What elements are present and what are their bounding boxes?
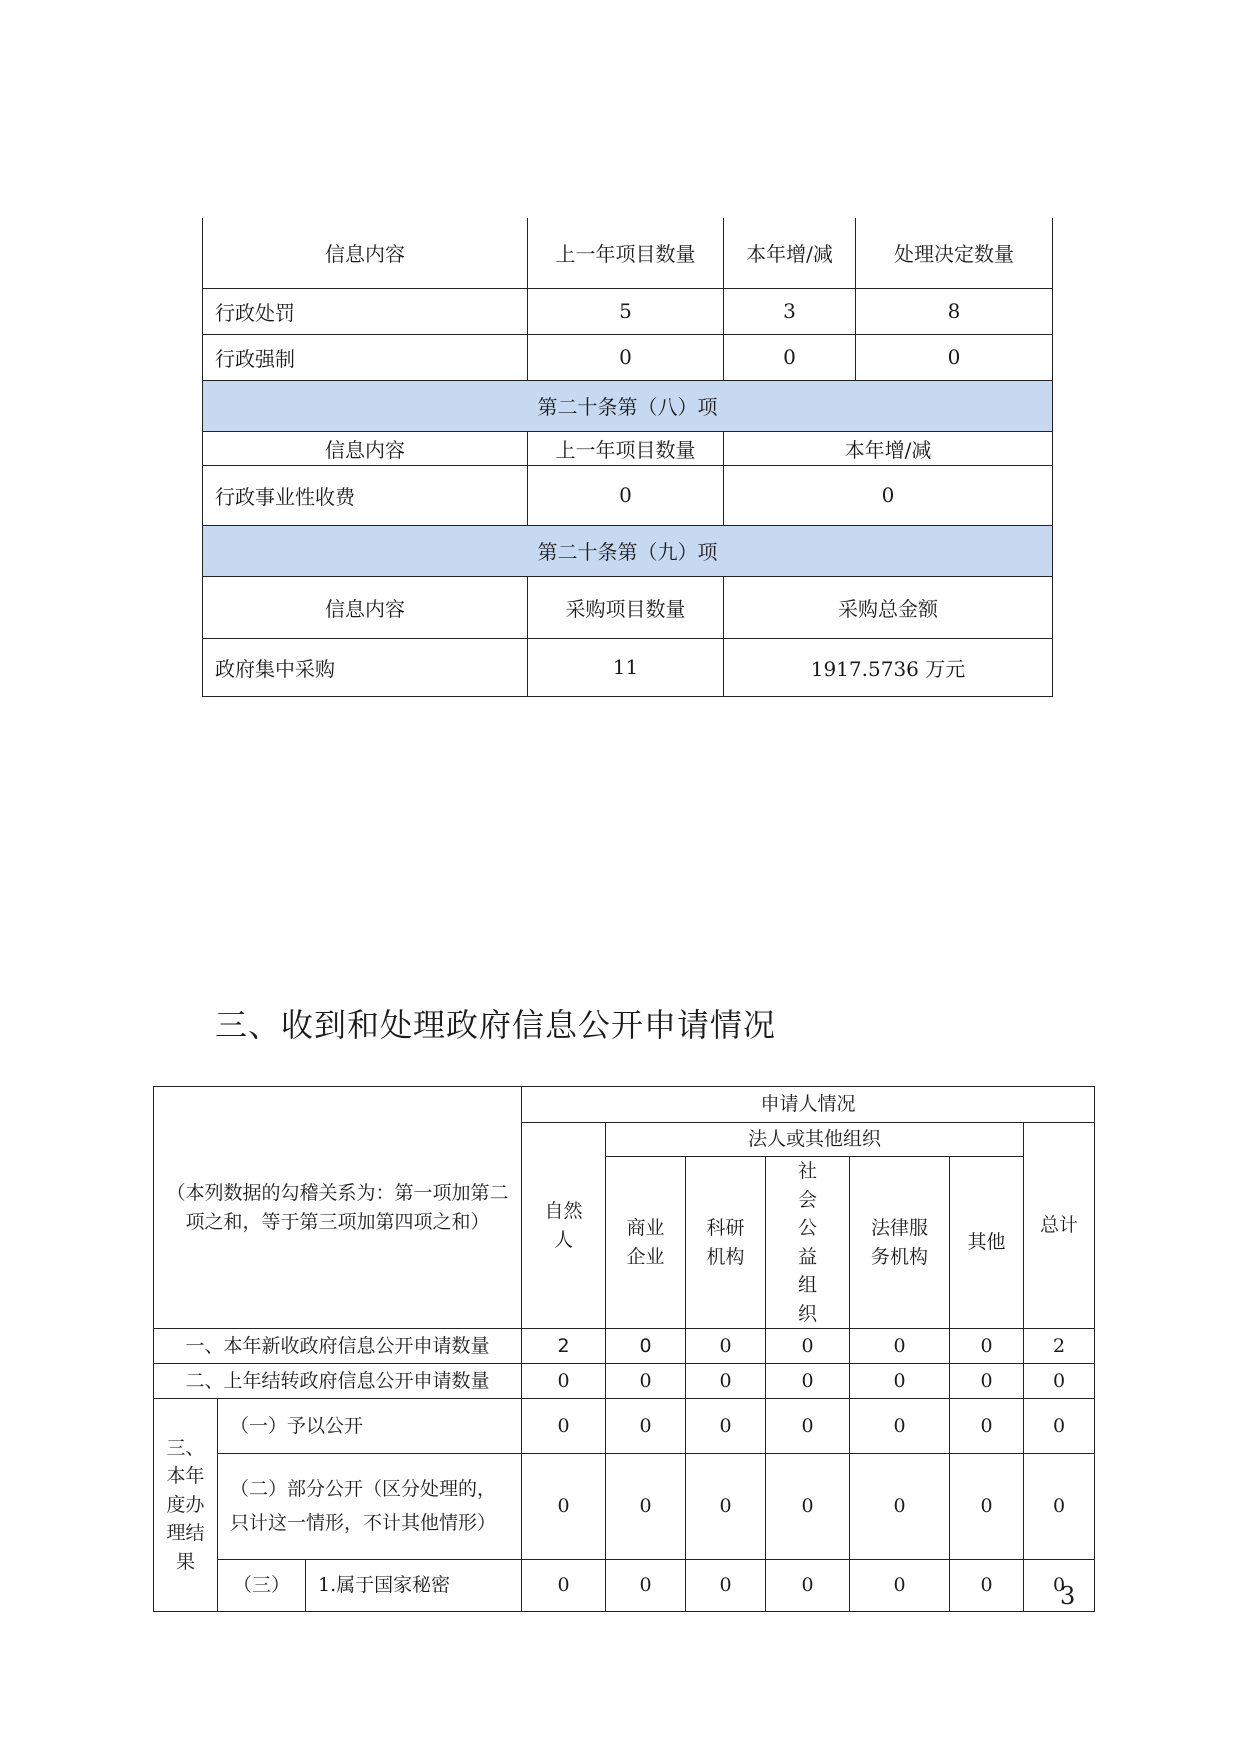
cell: 0 [606,1364,686,1399]
row-label: 行政处罚 [203,288,528,334]
cell: 0 [522,1454,606,1560]
row-label: 二、上年结转政府信息公开申请数量 [154,1364,522,1399]
table-row [154,1560,1095,1612]
cell-purchase-count: 11 [528,638,724,696]
cell: 0 [950,1560,1024,1612]
header-purchase-amount: 采购总金额 [724,576,1053,638]
row-label: 政府集中采购 [203,638,528,696]
cell-change: 3 [724,288,856,334]
cell: 0 [606,1329,686,1364]
row-label: （一）予以公开 [218,1399,522,1454]
header-decided-count: 处理决定数量 [856,218,1053,288]
col-business-label: 商业企业 [626,1217,665,1268]
cell: 0 [1024,1364,1095,1399]
header-change: 本年增/减 [724,431,1053,465]
info-table [202,218,1053,697]
header-info-content: 信息内容 [203,218,528,288]
header-prev-count: 上一年项目数量 [528,218,724,288]
row-label: 行政强制 [203,334,528,380]
cell: 0 [606,1399,686,1454]
cell: 0 [606,1454,686,1560]
col-total: 总计 [1024,1123,1095,1329]
header-prev-count: 上一年项目数量 [528,431,724,465]
cell: 0 [1024,1399,1095,1454]
cell: 0 [850,1329,950,1364]
cell: 0 [950,1399,1024,1454]
cell: 0 [850,1454,950,1560]
cell: 0 [766,1364,850,1399]
header-change: 本年增/减 [724,218,856,288]
org-header: 法人或其他组织 [606,1123,1024,1157]
row-label: 1.属于国家秘密 [306,1560,522,1612]
cell: 0 [766,1399,850,1454]
col-natural-person [522,1123,606,1329]
applicant-header: 申请人情况 [522,1087,1095,1123]
cell: 0 [850,1364,950,1399]
section-title-8: 第二十条第（八）项 [203,380,1053,431]
table-row [203,288,1053,334]
table-row [203,638,1053,696]
cell: 0 [522,1399,606,1454]
cell-prev: 5 [528,288,724,334]
cell-prev: 0 [528,465,724,525]
result-group-label-text: 三、本年度办理结果 [166,1436,205,1573]
col-legal [850,1157,950,1329]
application-table [153,1086,1095,1612]
table-row [154,1454,1095,1560]
row-label: 一、本年新收政府信息公开申请数量 [154,1329,522,1364]
section-heading: 三、收到和处理政府信息公开申请情况 [215,1006,777,1044]
col-research-label: 科研机构 [706,1217,745,1268]
table-row [154,1364,1095,1399]
cell-change: 0 [724,334,856,380]
cell: 0 [1024,1454,1095,1560]
col-legal-label: 法律服务机构 [871,1217,929,1268]
cell: 2 [522,1329,606,1364]
cell: 0 [766,1329,850,1364]
table-row [154,1329,1095,1364]
header-info-content: 信息内容 [203,431,528,465]
cell: 0 [522,1560,606,1612]
cell: 0 [850,1560,950,1612]
cell: 0 [766,1560,850,1612]
cell: 0 [686,1454,766,1560]
row-label: （二）部分公开（区分处理的，只计这一情形，不计其他情形） [218,1454,522,1560]
page-number: 3 [1060,1582,1076,1610]
cell-decided: 0 [856,334,1053,380]
table-row [203,465,1053,525]
table-row [203,334,1053,380]
cell: 0 [686,1399,766,1454]
result-group-label [154,1399,218,1612]
col-public-welfare [766,1157,850,1329]
cell: 0 [850,1399,950,1454]
consistency-note: （本列数据的勾稽关系为：第一项加第二项之和，等于第三项加第四项之和） [154,1087,522,1329]
cell-decided: 8 [856,288,1053,334]
cell: 0 [686,1560,766,1612]
cell: 0 [950,1329,1024,1364]
cell-purchase-amount: 1917.5736 万元 [724,638,1053,696]
col-natural-person-label: 自然人 [544,1200,583,1251]
cell: 0 [606,1560,686,1612]
col-other: 其他 [950,1157,1024,1329]
header-purchase-count: 采购项目数量 [528,576,724,638]
cell: 0 [950,1454,1024,1560]
section-title-9: 第二十条第（九）项 [203,525,1053,576]
col-public-welfare-label: 社会公益组织 [798,1160,818,1325]
subgroup-label: （三） [218,1560,306,1612]
cell: 0 [686,1329,766,1364]
cell: 0 [522,1364,606,1399]
col-research [686,1157,766,1329]
cell: 0 [1024,1560,1095,1612]
col-business [606,1157,686,1329]
header-info-content: 信息内容 [203,576,528,638]
table-row [154,1399,1095,1454]
row-label: 行政事业性收费 [203,465,528,525]
cell-change: 0 [724,465,1053,525]
cell: 2 [1024,1329,1095,1364]
cell: 0 [766,1454,850,1560]
cell: 0 [686,1364,766,1399]
cell: 0 [950,1364,1024,1399]
cell-prev: 0 [528,334,724,380]
